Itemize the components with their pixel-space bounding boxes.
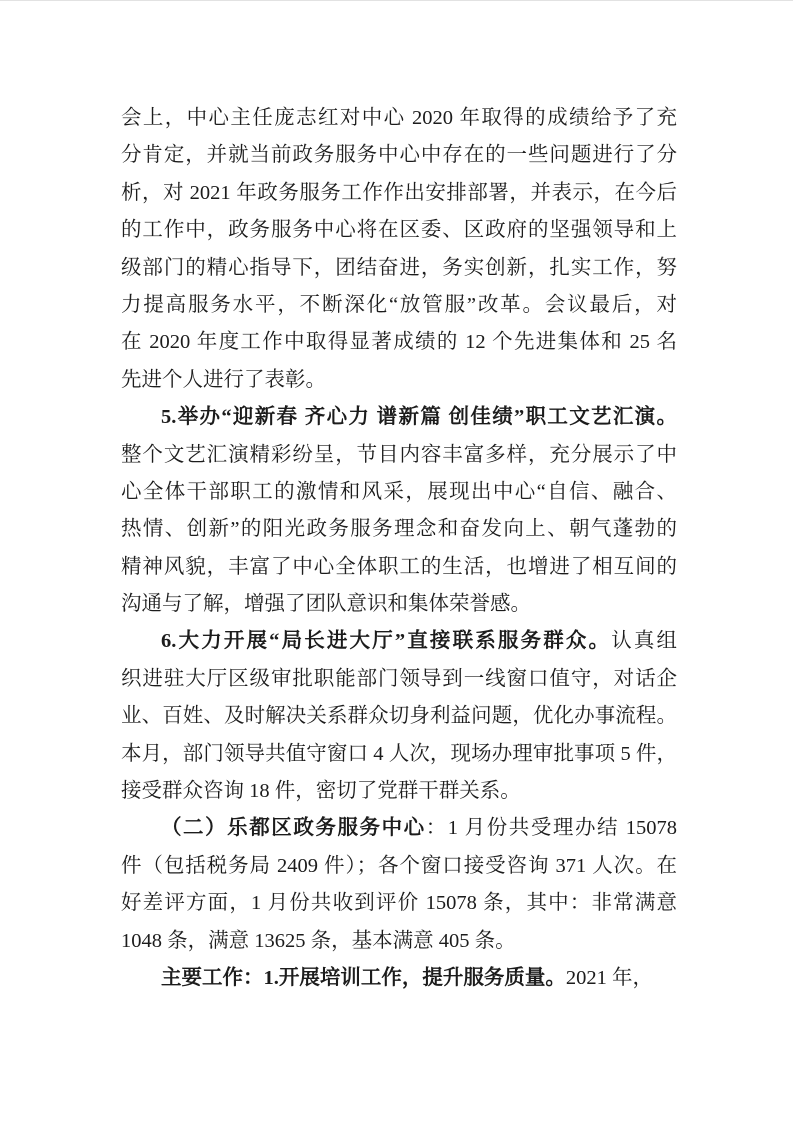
text-segment: 的工作中，政务服务中心将在区委、区政府的坚强领导和上 — [121, 219, 677, 242]
text-segment: 整个文艺汇演精彩纷呈，节目内容丰富多样，充分展示了中 — [121, 443, 677, 466]
text-line — [121, 661, 677, 698]
text-segment: 1048 条，满意 13625 条，基本满意 405 条。 — [121, 929, 516, 952]
text-line — [121, 885, 677, 922]
page-top-edge — [0, 0, 793, 1]
text-segment: 接受群众咨询 18 件，密切了党群干群关系。 — [121, 780, 521, 803]
text-line — [121, 960, 677, 997]
text-line — [121, 549, 677, 586]
text-line — [121, 923, 677, 960]
text-line — [121, 623, 677, 660]
text-segment: 好差评方面，1 月份共收到评价 15078 条，其中：非常满意 — [121, 892, 677, 915]
text-segment: 力提高服务水平，不断深化“放管服”改革。会议最后，对 — [121, 293, 677, 316]
text-segment: 件（包括税务局 2409 件）；各个窗口接受咨询 371 人次。在 — [121, 854, 677, 877]
text-line — [121, 250, 677, 287]
bold-text-segment: （二）乐都区政务服务中心 — [161, 817, 426, 840]
text-line — [121, 511, 677, 548]
text-segment: 级部门的精心指导下，团结奋进，务实创新，扎实工作，努 — [121, 256, 677, 279]
text-line — [121, 474, 677, 511]
text-segment: 2021 年， — [565, 966, 653, 989]
text-segment: 织进驻大厅区级审批职能部门领导到一线窗口值守，对话企 — [121, 667, 677, 690]
text-segment: 认真组 — [611, 630, 677, 653]
text-segment: 析，对 2021 年政务服务工作作出安排部署，并表示，在今后 — [121, 181, 677, 204]
text-line — [121, 586, 677, 623]
text-line — [121, 324, 677, 361]
text-line — [121, 773, 677, 810]
text-segment: 沟通与了解，增强了团队意识和集体荣誉感。 — [121, 593, 531, 616]
text-segment: 在 2020 年度工作中取得显著成绩的 12 个先进集体和 25 名 — [121, 331, 677, 354]
text-line — [121, 100, 677, 137]
bold-text-segment: 主要工作：1.开展培训工作，提升服务质量。 — [161, 966, 566, 989]
text-line — [121, 175, 677, 212]
bold-text-segment: 6.大力开展“局长进大厅”直接联系服务群众。 — [161, 630, 612, 653]
text-line — [121, 810, 677, 847]
text-line — [121, 287, 677, 324]
text-line — [121, 399, 677, 436]
text-line — [121, 848, 677, 885]
text-segment: ：1 月份共受理办结 15078 — [425, 817, 677, 840]
text-segment: 心全体干部职工的激情和风采，展现出中心“自信、融合、 — [121, 480, 677, 503]
text-line — [121, 362, 677, 399]
text-line — [121, 698, 677, 735]
bold-text-segment: 5.举办“迎新春 齐心力 谱新篇 创佳绩”职工文艺汇演。 — [161, 406, 677, 429]
text-line — [121, 212, 677, 249]
document-text — [121, 100, 677, 997]
text-line — [121, 437, 677, 474]
text-segment: 先进个人进行了表彰。 — [121, 368, 326, 391]
text-segment: 会上，中心主任庞志红对中心 2020 年取得的成绩给予了充 — [121, 107, 677, 129]
text-segment: 热情、创新”的阳光政务服务理念和奋发向上、朝气蓬勃的 — [121, 518, 677, 541]
text-segment: 本月，部门领导共值守窗口 4 人次，现场办理审批事项 5 件， — [121, 742, 677, 765]
text-line — [121, 736, 677, 773]
text-line — [121, 137, 677, 174]
text-segment: 分肯定，并就当前政务服务中心中存在的一些问题进行了分 — [121, 144, 677, 167]
text-segment: 精神风貌，丰富了中心全体职工的生活，也增进了相互间的 — [121, 555, 677, 578]
text-segment: 业、百姓、及时解决关系群众切身利益问题，优化办事流程。 — [121, 705, 677, 728]
